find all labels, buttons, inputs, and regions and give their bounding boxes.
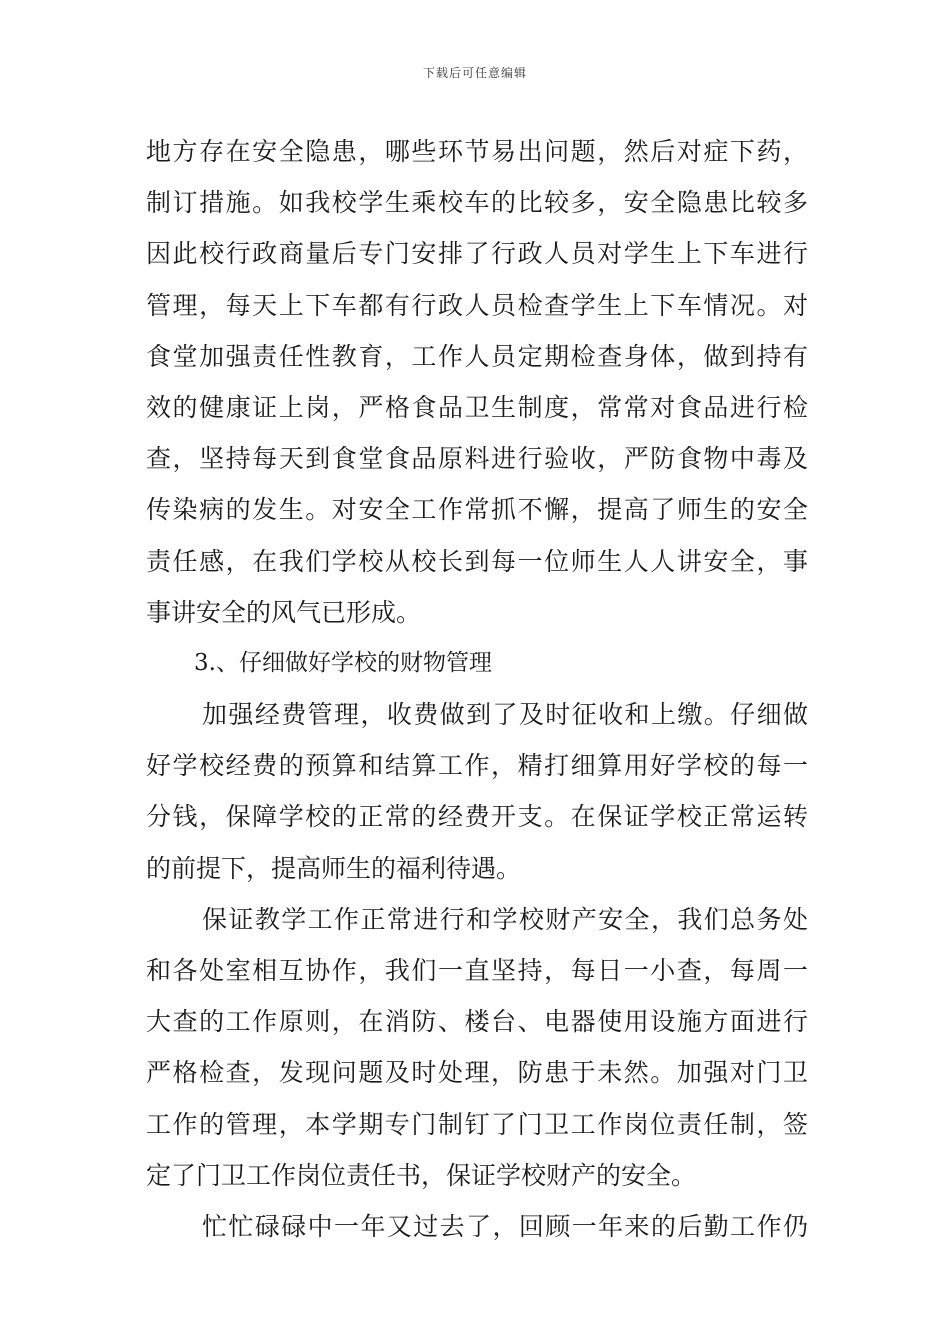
text-line: 严格检查，发现问题及时处理，防患于未然。加强对门卫 [146,1058,808,1088]
text-line: 食堂加强责任性教育，工作人员定期检查身体，做到持有 [146,341,808,371]
text-line: 查，坚持每天到食堂食品原料进行验收，严防食物中毒及 [146,444,808,474]
paragraph-first-line: 保证教学工作正常进行和学校财产安全，我们总务处 [202,904,808,934]
text-line: 制订措施。如我校学生乘校车的比较多，安全隐患比较多 [146,188,808,218]
paragraph-first-line: 忙忙碌碌中一年又过去了，回顾一年来的后勤工作仍 [202,1211,808,1241]
text-line: 大查的工作原则，在消防、楼台、电器使用设施方面进行 [146,1007,808,1037]
text-line: 分钱，保障学校的正常的经费开支。在保证学校正常运转 [146,802,808,832]
text-line: 效的健康证上岗，严格食品卫生制度，常常对食品进行检 [146,392,808,422]
text-line: 责任感，在我们学校从校长到每一位师生人人讲安全，事 [146,546,808,576]
text-line: 管理，每天上下车都有行政人员检查学生上下车情况。对 [146,290,808,320]
text-line: 好学校经费的预算和结算工作，精打细算用好学校的每一 [146,751,808,781]
paragraph-first-line: 加强经费管理，收费做到了及时征收和上缴。仔细做 [202,700,808,730]
page-header: 下载后可任意编辑 [422,66,527,80]
text-line: 事讲安全的风气已形成。 [146,597,422,627]
document-body [146,126,808,1252]
text-line: 定了门卫工作岗位责任书，保证学校财产的安全。 [146,1160,697,1190]
text-line: 和各处室相互协作，我们一直坚持，每日一小查，每周一 [146,956,808,985]
text-line: 工作的管理，本学期专门制钉了门卫工作岗位责任制，签 [146,1109,808,1139]
text-line: 地方存在安全隐患，哪些环节易出问题，然后对症下药， [146,137,808,166]
text-line: 传染病的发生。对安全工作常抓不懈，提高了师生的安全 [146,495,808,525]
text-line: 因此校行政商量后专门安排了行政人员对学生上下车进行 [146,239,808,269]
text-line: 的前提下，提高师生的福利待遇。 [146,853,522,883]
section-heading: 3.、仔细做好学校的财物管理 [194,649,492,676]
